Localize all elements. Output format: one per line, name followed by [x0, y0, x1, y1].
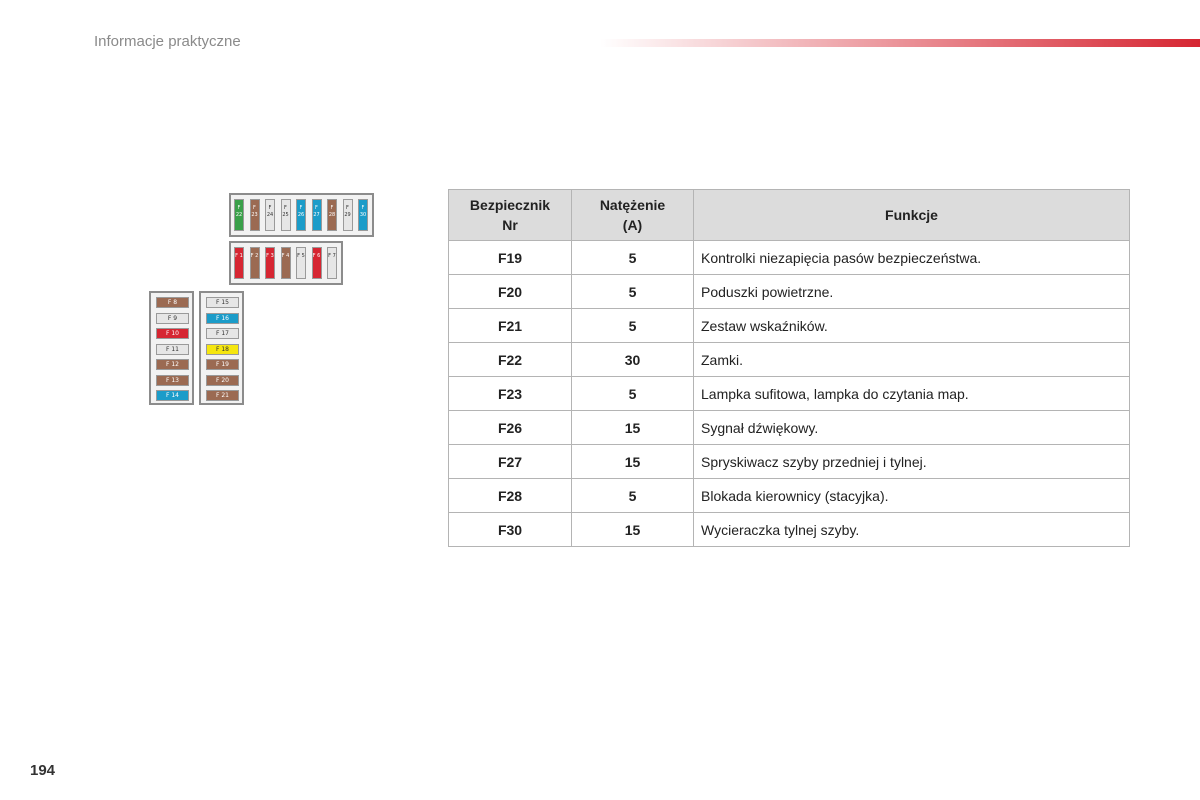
function-cell: Blokada kierownicy (stacyjka).	[694, 479, 1130, 513]
table-row	[449, 309, 1130, 343]
section-title: Informacje praktyczne	[94, 33, 241, 50]
fuse-f26: F 26	[296, 199, 306, 231]
fuse-f5: F 5	[296, 247, 306, 279]
function-cell: Poduszki powietrzne.	[694, 275, 1130, 309]
table-row	[449, 411, 1130, 445]
fusebox-left-column	[149, 291, 194, 405]
fuse-number-cell: F20	[449, 275, 572, 309]
function-cell: Sygnał dźwiękowy.	[694, 411, 1130, 445]
fusebox-top-row	[229, 193, 374, 237]
fusebox-second-row	[229, 241, 343, 285]
header-fuse-number	[449, 190, 572, 241]
fuse-f18: F 18	[206, 344, 239, 355]
function-cell: Spryskiwacz szyby przedniej i tylnej.	[694, 445, 1130, 479]
fuse-f15: F 15	[206, 297, 239, 308]
fuse-f10: F 10	[156, 328, 189, 339]
fuse-f19: F 19	[206, 359, 239, 370]
fuse-f1: F 1	[234, 247, 244, 279]
fuse-f2: F 2	[250, 247, 260, 279]
fuse-number-cell: F22	[449, 343, 572, 377]
fuse-f20: F 20	[206, 375, 239, 386]
header-fuse-number-line2: Nr	[502, 217, 518, 233]
fuse-f27: F 27	[312, 199, 322, 231]
amperage-cell: 30	[572, 343, 694, 377]
fuse-f21: F 21	[206, 390, 239, 401]
table-row	[449, 275, 1130, 309]
fuse-f28: F 28	[327, 199, 337, 231]
table-row	[449, 377, 1130, 411]
fuse-f30: F 30	[358, 199, 368, 231]
fuse-f12: F 12	[156, 359, 189, 370]
fuse-number-cell: F21	[449, 309, 572, 343]
fuse-f29: F 29	[343, 199, 353, 231]
function-cell: Zamki.	[694, 343, 1130, 377]
fuse-f22: F 22	[234, 199, 244, 231]
fuse-number-cell: F30	[449, 513, 572, 547]
header-functions: Funkcje	[694, 190, 1130, 241]
fuse-f17: F 17	[206, 328, 239, 339]
function-cell: Wycieraczka tylnej szyby.	[694, 513, 1130, 547]
fuse-f24: F 24	[265, 199, 275, 231]
function-cell: Zestaw wskaźników.	[694, 309, 1130, 343]
function-cell: Kontrolki niezapięcia pasów bezpieczeństwa.	[694, 241, 1130, 275]
amperage-cell: 5	[572, 309, 694, 343]
fuse-f13: F 13	[156, 375, 189, 386]
fuse-f6: F 6	[312, 247, 322, 279]
fuse-f9: F 9	[156, 313, 189, 324]
fuse-number-cell: F23	[449, 377, 572, 411]
header-accent-bar	[600, 39, 1200, 47]
table-row	[449, 241, 1130, 275]
table-row	[449, 479, 1130, 513]
header-amperage-line1: Natężenie	[599, 197, 666, 213]
fuse-f14: F 14	[156, 390, 189, 401]
fuse-f25: F 25	[281, 199, 291, 231]
fuse-f4: F 4	[281, 247, 291, 279]
header-amperage-line2: (A)	[622, 217, 643, 233]
function-cell: Lampka sufitowa, lampka do czytania map.	[694, 377, 1130, 411]
table-row	[449, 343, 1130, 377]
table-header-row	[449, 190, 1130, 241]
table-row	[449, 445, 1130, 479]
amperage-cell: 5	[572, 275, 694, 309]
fuse-table	[448, 189, 1130, 547]
fuse-number-cell: F28	[449, 479, 572, 513]
amperage-cell: 15	[572, 411, 694, 445]
fuse-f7: F 7	[327, 247, 337, 279]
fuse-f3: F 3	[265, 247, 275, 279]
amperage-cell: 15	[572, 513, 694, 547]
page-number: 194	[30, 762, 56, 779]
header-fuse-number-line1: Bezpiecznik	[469, 197, 551, 213]
fuse-f11: F 11	[156, 344, 189, 355]
header-amperage	[572, 190, 694, 241]
table-row	[449, 513, 1130, 547]
fusebox-right-column	[199, 291, 244, 405]
fuse-number-cell: F27	[449, 445, 572, 479]
fuse-f16: F 16	[206, 313, 239, 324]
fuse-f8: F 8	[156, 297, 189, 308]
fuse-number-cell: F19	[449, 241, 572, 275]
amperage-cell: 15	[572, 445, 694, 479]
amperage-cell: 5	[572, 377, 694, 411]
fuse-f23: F 23	[250, 199, 260, 231]
fuse-number-cell: F26	[449, 411, 572, 445]
amperage-cell: 5	[572, 241, 694, 275]
amperage-cell: 5	[572, 479, 694, 513]
